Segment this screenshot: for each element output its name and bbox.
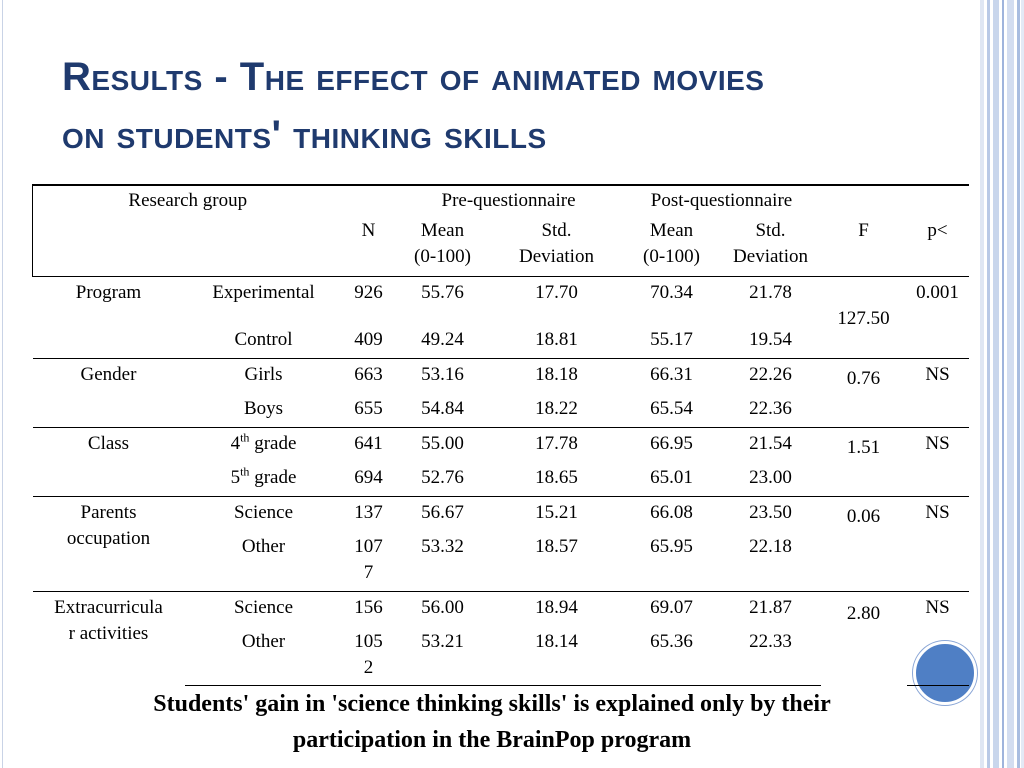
slide-title — [62, 48, 942, 164]
conclusion-line-2: participation in the BrainPop program — [292, 727, 692, 753]
table-row: Extracurricula r activities Science 156 56.00 18.94 69.07 21.87 2.80 NS — [33, 591, 969, 626]
header-research-group: Research group — [33, 185, 343, 218]
table-row: Control 409 49.24 18.81 55.17 19.54 — [234, 329, 792, 350]
conclusion-note — [40, 686, 944, 758]
f-value: 127.50 — [837, 308, 890, 329]
table-row: Parents occupation Science 137 56.67 15.21 66.08 23.50 0.06 NS — [33, 497, 969, 532]
table-row: Other 1052 53.21 18.14 65.36 22.33 — [33, 626, 969, 686]
header-p: p< — [907, 218, 969, 277]
left-border-line — [2, 0, 3, 768]
header-post-std: Std. Deviation — [721, 218, 821, 277]
title-line-1: Results - The effect of animated movies — [62, 55, 765, 99]
table-header-row-2 — [33, 218, 969, 277]
header-post-questionnaire: Post-questionnaire — [623, 185, 821, 218]
header-n: N — [343, 218, 395, 277]
p-value: NS — [907, 428, 969, 463]
p-value: NS — [907, 359, 969, 394]
table-row: 5th grade 694 52.76 18.65 65.01 23.00 — [230, 464, 792, 488]
group-name: Class — [33, 428, 185, 463]
header-pre-std: Std. Deviation — [491, 218, 623, 277]
results-table — [32, 184, 969, 686]
table-header-row-1 — [33, 185, 969, 218]
p-value: NS — [907, 591, 969, 626]
header-pre-mean: Mean (0-100) — [395, 218, 491, 277]
p-value: 0.001 — [916, 282, 959, 303]
table-row: Other 1077 53.32 18.57 65.95 22.18 — [241, 536, 792, 583]
f-value: 1.51 — [821, 428, 907, 497]
p-value: NS — [907, 497, 969, 532]
table-row: Class 4th grade 641 55.00 17.78 66.95 21.54 1.51 NS — [33, 428, 969, 463]
table-row: Gender Girls 663 53.16 18.18 66.31 22.26 0.76 NS — [33, 359, 969, 394]
header-f: F — [821, 218, 907, 277]
table-row: Boys 655 54.84 18.22 65.54 22.36 — [243, 398, 792, 419]
group-name: Parents occupation — [33, 497, 185, 592]
title-line-2: on students' thinking skills — [62, 113, 547, 157]
group-name: Extracurricula r activities — [33, 591, 185, 686]
header-pre-questionnaire: Pre-questionnaire — [395, 185, 623, 218]
conclusion-line-1: Students' gain in 'science thinking skills' is explained only by their — [153, 691, 831, 717]
table-row: Program Experimental 926 55.76 17.70 70.34 21.78 127.50 0.001 — [33, 277, 969, 325]
f-value: 0.76 — [821, 359, 907, 428]
header-post-mean: Mean (0-100) — [623, 218, 721, 277]
group-name: Gender — [33, 359, 185, 394]
f-value: 2.80 — [821, 591, 907, 686]
f-value: 0.06 — [821, 497, 907, 592]
group-name: Program — [75, 282, 142, 303]
decorative-side-stripes — [980, 0, 1024, 768]
